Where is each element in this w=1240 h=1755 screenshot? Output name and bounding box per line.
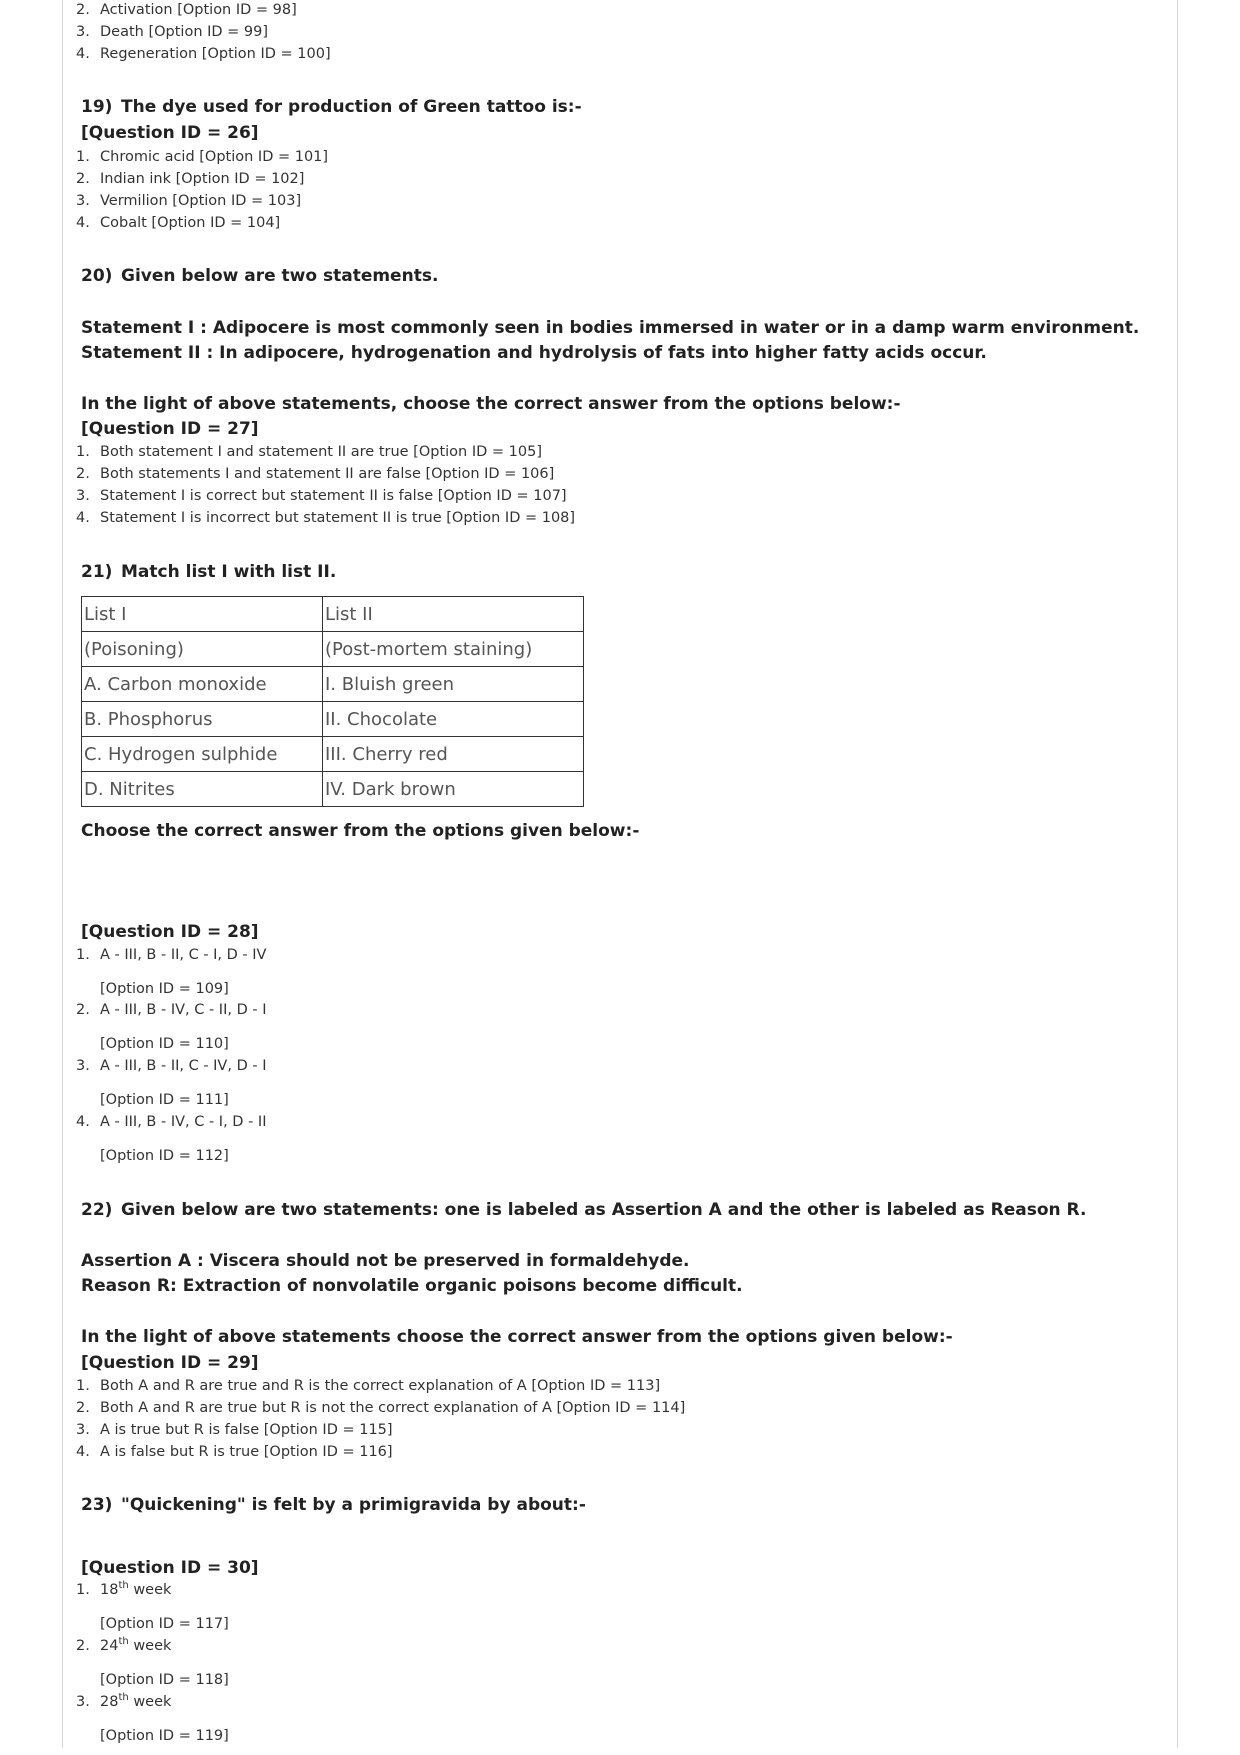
question-22-prompt: In the light of above statements choose the correct answer from the options given below:- xyxy=(81,1327,953,1347)
option-q19-2[interactable]: 2. Indian ink [Option ID = 102] xyxy=(76,171,305,187)
table-cell: IV. Dark brown xyxy=(323,772,584,807)
option-q21-2-id: [Option ID = 110] xyxy=(100,1036,229,1052)
question-23-id: [Question ID = 30] xyxy=(81,1558,259,1578)
table-row xyxy=(82,702,584,737)
table-row xyxy=(82,632,584,667)
option-q21-4-id: [Option ID = 112] xyxy=(100,1148,229,1164)
match-table xyxy=(81,596,584,807)
option-q22-4[interactable]: 4. A is false but R is true [Option ID = 116] xyxy=(76,1444,393,1460)
table-cell: II. Chocolate xyxy=(323,702,584,737)
option-q23-1-id: [Option ID = 117] xyxy=(100,1616,229,1632)
question-20-statement-1: Statement I : Adipocere is most commonly seen in bodies immersed in water or in a damp warm environment. xyxy=(81,318,1140,338)
table-cell: (Poisoning) xyxy=(82,632,323,667)
question-21-prompt: Choose the correct answer from the options given below:- xyxy=(81,821,640,841)
table-row xyxy=(82,597,584,632)
option-q23-3-id: [Option ID = 119] xyxy=(100,1728,229,1744)
option-q23-3[interactable]: 3. 28th week xyxy=(76,1692,172,1710)
option-q18-3[interactable]: 3. Death [Option ID = 99] xyxy=(76,24,269,40)
option-q19-3[interactable]: 3. Vermilion [Option ID = 103] xyxy=(76,193,302,209)
table-cell: III. Cherry red xyxy=(323,737,584,772)
option-q21-2[interactable]: 2. A - III, B - IV, C - II, D - I xyxy=(76,1002,267,1018)
table-cell: D. Nitrites xyxy=(82,772,323,807)
question-22-id: [Question ID = 29] xyxy=(81,1353,259,1373)
option-q20-4[interactable]: 4. Statement I is incorrect but statement II is true [Option ID = 108] xyxy=(76,510,576,526)
page-frame xyxy=(62,0,1178,1748)
option-q21-1[interactable]: 1. A - III, B - II, C - I, D - IV xyxy=(76,947,267,963)
option-q21-3[interactable]: 3. A - III, B - II, C - IV, D - I xyxy=(76,1058,267,1074)
option-q19-4[interactable]: 4. Cobalt [Option ID = 104] xyxy=(76,215,281,231)
table-row xyxy=(82,667,584,702)
option-q18-4[interactable]: 4. Regeneration [Option ID = 100] xyxy=(76,46,331,62)
option-q22-3[interactable]: 3. A is true but R is false [Option ID = 115] xyxy=(76,1422,393,1438)
option-q20-1[interactable]: 1. Both statement I and statement II are true [Option ID = 105] xyxy=(76,444,542,460)
table-cell: C. Hydrogen sulphide xyxy=(82,737,323,772)
option-q23-2-id: [Option ID = 118] xyxy=(100,1672,229,1688)
question-19-id: [Question ID = 26] xyxy=(81,123,259,143)
question-22-title: 22) Given below are two statements: one is labeled as Assertion A and the other is labeled as Reason R. xyxy=(81,1200,1087,1220)
question-22-reason: Reason R: Extraction of nonvolatile organic poisons become difficult. xyxy=(81,1276,743,1296)
table-cell: List II xyxy=(323,597,584,632)
option-q19-1[interactable]: 1. Chromic acid [Option ID = 101] xyxy=(76,149,329,165)
table-row xyxy=(82,772,584,807)
question-21-title: 21) Match list I with list II. xyxy=(81,562,337,582)
option-q23-2[interactable]: 2. 24th week xyxy=(76,1636,172,1654)
table-cell: List I xyxy=(82,597,323,632)
table-row xyxy=(82,737,584,772)
table-cell: (Post-mortem staining) xyxy=(323,632,584,667)
option-q21-4[interactable]: 4. A - III, B - IV, C - I, D - II xyxy=(76,1114,267,1130)
question-20-title: 20) Given below are two statements. xyxy=(81,266,439,286)
question-19-title: 19) The dye used for production of Green tattoo is:- xyxy=(81,97,582,117)
question-20-statement-2: Statement II : In adipocere, hydrogenation and hydrolysis of fats into higher fatty acids occur. xyxy=(81,343,987,363)
option-q20-3[interactable]: 3. Statement I is correct but statement II is false [Option ID = 107] xyxy=(76,488,567,504)
option-q22-2[interactable]: 2. Both A and R are true but R is not the correct explanation of A [Option ID = 114] xyxy=(76,1400,686,1416)
option-q20-2[interactable]: 2. Both statements I and statement II are false [Option ID = 106] xyxy=(76,466,555,482)
option-q21-1-id: [Option ID = 109] xyxy=(100,981,229,997)
table-cell: I. Bluish green xyxy=(323,667,584,702)
question-23-title: 23) "Quickening" is felt by a primigravida by about:- xyxy=(81,1495,586,1515)
option-q21-3-id: [Option ID = 111] xyxy=(100,1092,229,1108)
question-21-id: [Question ID = 28] xyxy=(81,922,259,942)
table-cell: B. Phosphorus xyxy=(82,702,323,737)
option-q23-1[interactable]: 1. 18th week xyxy=(76,1580,172,1598)
option-q22-1[interactable]: 1. Both A and R are true and R is the correct explanation of A [Option ID = 113] xyxy=(76,1378,661,1394)
option-q18-2[interactable]: 2. Activation [Option ID = 98] xyxy=(76,2,297,18)
question-20-id: [Question ID = 27] xyxy=(81,419,259,439)
table-cell: A. Carbon monoxide xyxy=(82,667,323,702)
question-20-prompt: In the light of above statements, choose the correct answer from the options below:- xyxy=(81,394,901,414)
question-22-assertion: Assertion A : Viscera should not be preserved in formaldehyde. xyxy=(81,1251,690,1271)
